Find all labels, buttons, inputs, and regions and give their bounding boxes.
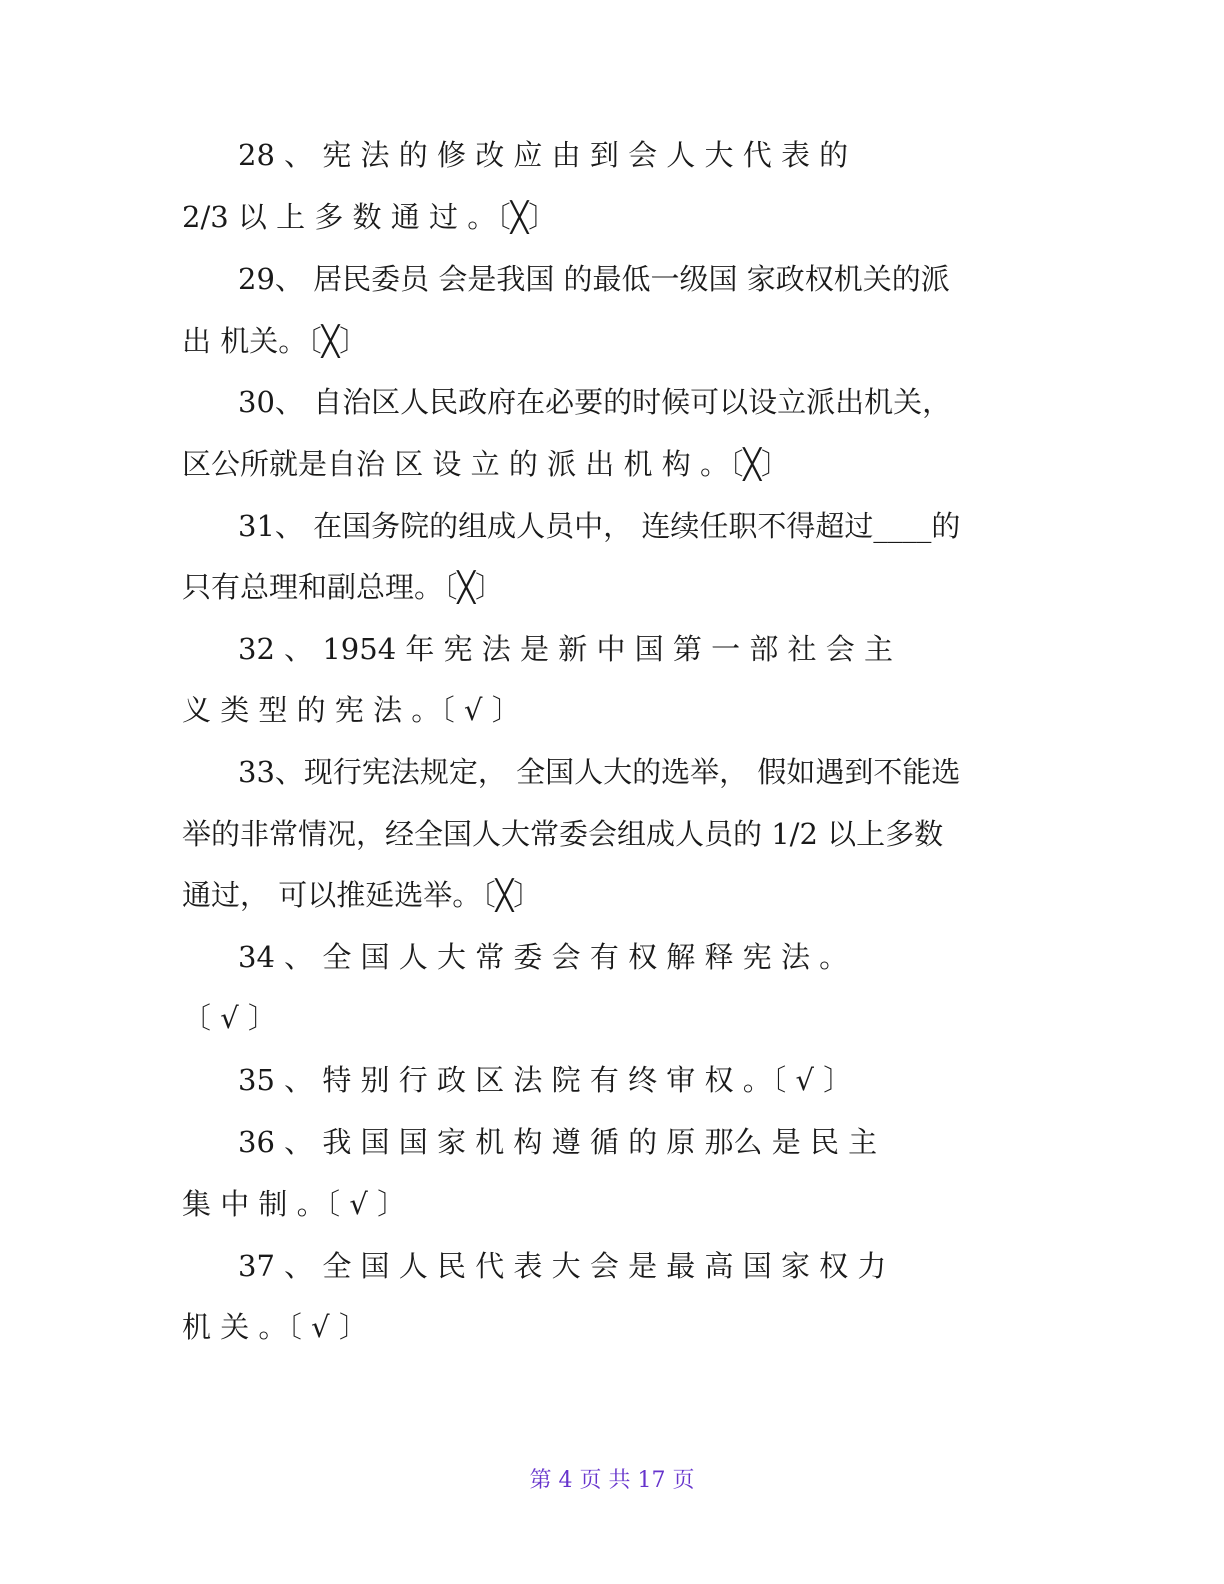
item-35-line-1: 35 、 特 别 行 政 区 法 院 有 终 审 权 。〔 √ 〕 [238, 1063, 853, 1097]
item-36-line-1: 36 、 我 国 国 家 机 构 遵 循 的 原 那么 是 民 主 [238, 1125, 878, 1159]
item-37-line-2: 机 关 。〔 √ 〕 [182, 1310, 368, 1344]
item-33-line-2: 举的非常情况，经全国人大常委会组成人员的 1/2 以上多数 [182, 817, 944, 851]
item-29-line-1: 29、 居民委员 会是我国 的最低一级国 家政权机关的派 [238, 262, 950, 296]
item-28-line-1: 28 、 宪 法 的 修 改 应 由 到 会 人 大 代 表 的 [238, 138, 849, 172]
item-33-line-1: 33、现行宪法规定， 全国人大的选举， 假如遇到不能选 [238, 755, 961, 789]
item-34-line-1: 34 、 全 国 人 大 常 委 会 有 权 解 释 宪 法 。 [238, 940, 849, 974]
item-34-line-2: 〔 √ 〕 [182, 1001, 277, 1035]
item-33-line-3: 通过， 可以推延选举。〔╳〕 [182, 878, 543, 912]
item-36-line-2: 集 中 制 。〔 √ 〕 [182, 1187, 407, 1221]
item-31-line-2: 只有总理和副总理。〔╳〕 [182, 570, 504, 604]
item-30-line-1: 30、 自治区人民政府在必要的时候可以设立派出机关， [238, 385, 952, 419]
item-30-line-2: 区公所就是自治 区 设 立 的 派 出 机 构 。〔╳〕 [182, 447, 790, 481]
item-31-line-1: 31、 在国务院的组成人员中， 连续任职不得超过____的 [238, 509, 961, 543]
page-number-footer: 第 4 页 共 17 页 [529, 1468, 695, 1493]
item-32-line-2: 义 类 型 的 宪 法 。〔 √ 〕 [182, 693, 521, 727]
item-37-line-1: 37 、 全 国 人 民 代 表 大 会 是 最 高 国 家 权 力 [238, 1249, 887, 1283]
item-29-line-2: 出 机关。〔╳〕 [182, 324, 369, 358]
item-28-line-2: 2/3 以 上 多 数 通 过 。〔╳〕 [182, 200, 558, 234]
item-32-line-1: 32 、 1954 年 宪 法 是 新 中 国 第 一 部 社 会 主 [238, 632, 893, 666]
